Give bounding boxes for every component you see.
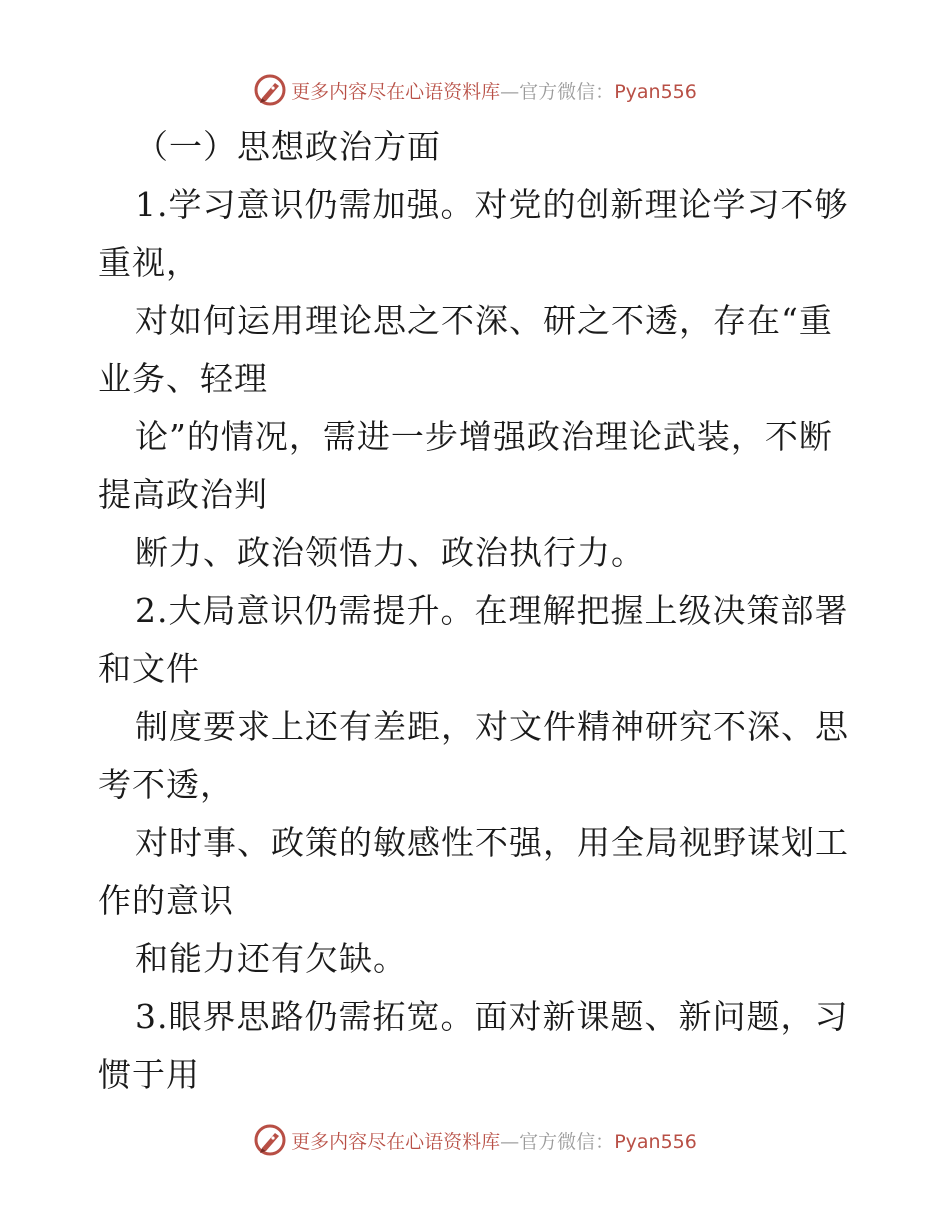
paragraph-line: 考不透，	[98, 765, 234, 804]
paragraph-line: 2.大局意识仍需提升。在理解把握上级决策部署	[135, 591, 849, 630]
paragraph-line: 对如何运用理论思之不深、研之不透，存在“重	[135, 301, 833, 340]
header-text	[291, 77, 697, 104]
header-wechat-id: Pyan556	[614, 80, 697, 103]
footer-wechat-id: Pyan556	[614, 1130, 697, 1153]
paragraph-line: 1.学习意识仍需加强。对党的创新理论学习不够	[135, 185, 849, 224]
paragraph-line: 重视，	[98, 243, 200, 282]
header-wechat-label: 官方微信：	[519, 80, 615, 103]
paragraph-line: 作的意识	[98, 881, 234, 920]
section-heading: （一）思想政治方面	[135, 127, 441, 166]
paragraph-line: 业务、轻理	[98, 359, 268, 398]
pen-logo-icon	[253, 73, 287, 107]
footer-wechat-label: 官方微信：	[519, 1130, 615, 1153]
pen-logo-icon	[253, 1123, 287, 1157]
paragraph-line: 论”的情况，需进一步增强政治理论武装，不断	[135, 417, 833, 456]
paragraph-line: 提高政治判	[98, 475, 268, 514]
footer-separator: —	[500, 1130, 520, 1153]
paragraph-line: 惯于用	[98, 1055, 200, 1094]
header-brand: 更多内容尽在心语资料库	[291, 80, 501, 103]
document-body	[98, 118, 858, 1104]
header-separator: —	[500, 80, 520, 103]
footer-text	[291, 1127, 697, 1154]
footer-brand: 更多内容尽在心语资料库	[291, 1130, 501, 1153]
paragraph-line: 断力、政治领悟力、政治执行力。	[135, 533, 645, 572]
paragraph-line: 对时事、政策的敏感性不强，用全局视野谋划工	[135, 823, 849, 862]
paragraph-line: 3.眼界思路仍需拓宽。面对新课题、新问题，习	[135, 997, 849, 1036]
paragraph-line: 和文件	[98, 649, 200, 688]
paragraph-line: 制度要求上还有差距，对文件精神研究不深、思	[135, 707, 849, 746]
footer-banner	[0, 1120, 950, 1160]
header-banner	[0, 70, 950, 110]
paragraph-line: 和能力还有欠缺。	[135, 939, 407, 978]
